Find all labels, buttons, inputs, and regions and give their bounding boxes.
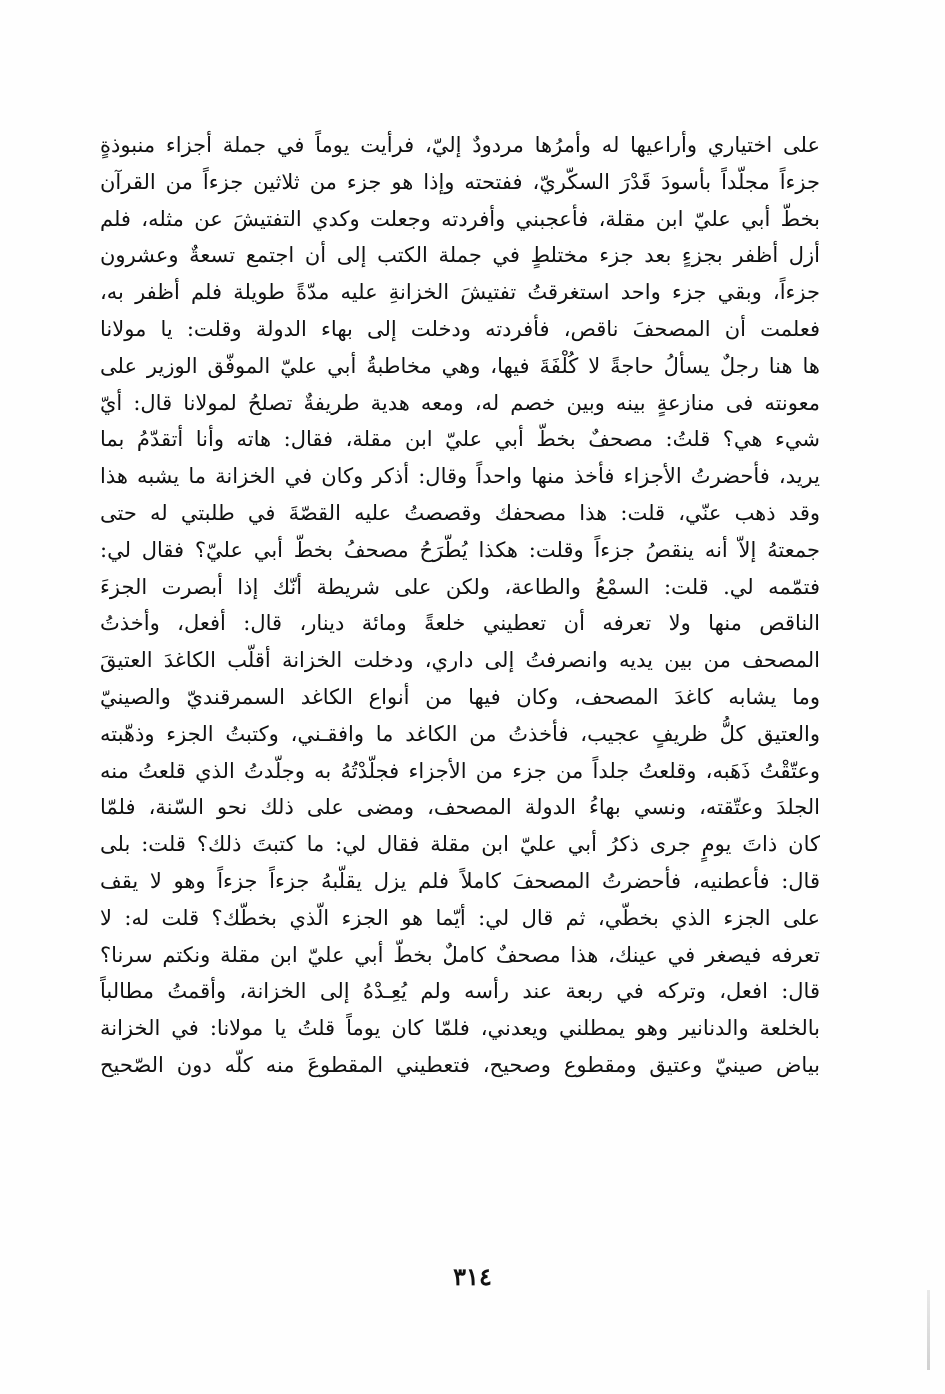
text-line: أزل أظفر بجزءٍ بعد جزء مختلطٍ في جملة الكتب إلى أن اجتمع تسعةٌ وعشرون: [100, 243, 820, 268]
text-line: بياض صينيّ وعتيق ومقطوع وصحيح، فتعطيني المقطوعَ منه كلّه دون الصّحيح: [100, 1052, 820, 1077]
text-line: كان ذاتَ يومٍ جرى ذكرُ أبي عليّ ابن مقلة فقال لي: ما كتبتَ ذلك؟ قلت: بلى: [100, 832, 820, 857]
text-line: الجلدَ وعتّقته، ونسي بهاءُ الدولة المصحف، ومضى على ذلك نحو السّنة، فلمّا: [100, 795, 820, 820]
text-line: الناقص منها ولا تعرفه أن تعطيني خلعةً ومائة دينار، قال: أفعل، وأخذتُ: [100, 611, 820, 636]
text-line: معونته فى منازعةٍ بينه وبين خصم له، ومعه هدية طريفةٌ تصلحُ لمولانا قال: أيّ: [100, 390, 820, 415]
text-line: شيء هي؟ قلتُ: مصحفٌ بخطّ أبي عليّ ابن مقلة، فقال: هاته وأنا أتقدّمُ بما: [100, 427, 820, 452]
scan-edge-shadow: [927, 1290, 930, 1370]
text-line: والعتيق كلُّ ظريفٍ عجيب، فأخذتُ من الكاغد ما وافقـني، وكتبتُ الجزء وذهّبته: [100, 721, 820, 746]
text-line: تعرفه فيصغر في عينك، هذا مصحفٌ كاملٌ بخطّ أبي عليّ ابن مقلة ونكتم سرنا؟: [100, 942, 820, 967]
text-line: قال: فأعطنيه، فأحضرتُ المصحفَ كاملاً فلم يزل يقلّبهُ جزءاً جزءاً وهو لا يقف: [100, 868, 820, 893]
page-number: ٣١٤: [453, 1262, 492, 1291]
text-line: على الجزء الذي بخطّي، ثم قال لي: أيّما هو الجزء الّذي بخطّك؟ قلت له: لا: [100, 905, 820, 930]
text-line: وعتّقْتُ ذَهَبه، وقلعتُ جلداً من جزء من الأجزاء فجلّدْتُهُ به وجلّدتُ الذي قلعتُ منه: [100, 758, 820, 783]
text-line: المصحف من بين يديه وانصرفتُ إلى داري، ودخلت الخزانة أقلّب الكاغدَ العتيقَ: [100, 648, 820, 673]
text-line: قال: افعل، وتركه في ربعة عند رأسه ولم يُعِـدْهُ إلى الخزانة، وأقمتُ مطالباً: [100, 979, 820, 1004]
text-line: وقد ذهب عنّي، قلت: هذا مصحفك وقصصتُ عليه القصّةَ في طلبتي له حتى: [100, 500, 820, 525]
text-line: وما يشابه كاغدَ المصحف، وكان فيها من أنواع الكاغد السمرقنديّ والصينيّ: [100, 684, 820, 709]
text-line: فتمّمه لي. قلت: السمْعُ والطاعة، ولكن على شريطة أنّك إذا أبصرت الجزءَ: [100, 574, 820, 599]
text-line: بخطّ أبي عليّ ابن مقلة، فأعجبني وأفردته وجعلت وكدي التفتيشَ عن مثله، فلم: [100, 206, 820, 231]
text-line: بالخلعة والدنانير وهو يمطلني ويعدني، فلمّا كان يوماً قلتُ يا مولانا: في الخزانة: [100, 1016, 820, 1041]
text-line: جمعتهُ إلاّ أنه ينقصُ جزءاً وقلت: هكذا يُطّرَحُ مصحفُ بخطّ أبي عليّ؟ فقال لي:: [100, 537, 820, 562]
text-line: ها هنا رجلٌ يسألُ حاجةً لا كُلْفَةَ فيها، وهي مخاطبةُ أبي عليّ الموفّق الوزير على: [100, 353, 820, 378]
text-line: على اختياري وأراعيها له وأمرُها مردودٌ إليّ، فرأيت يوماً في جملة أجزاء منبوذةٍ: [100, 133, 820, 157]
body-text: [100, 127, 820, 1084]
text-line: يريد، فأحضرتُ الأجزاء فأخذ منها واحداً وقال: أذكر وكان في الخزانة ما يشبه هذا: [100, 464, 820, 489]
text-line: جزءاً مجلّداً بأسودَ قَدْرَ السكّريّ، ففتحته وإذا هو جزء من ثلاثين جزءاً من القرآن: [100, 169, 820, 194]
text-line: فعلمت أن المصحفَ ناقص، فأفردته ودخلت إلى بهاء الدولة وقلت: يا مولانا: [100, 316, 820, 341]
text-line: جزءاً، وبقي جزء واحد استغرقتُ تفتيشَ الخزانةِ عليه مدّةً طويلة فلم أظفر به،: [100, 280, 820, 305]
